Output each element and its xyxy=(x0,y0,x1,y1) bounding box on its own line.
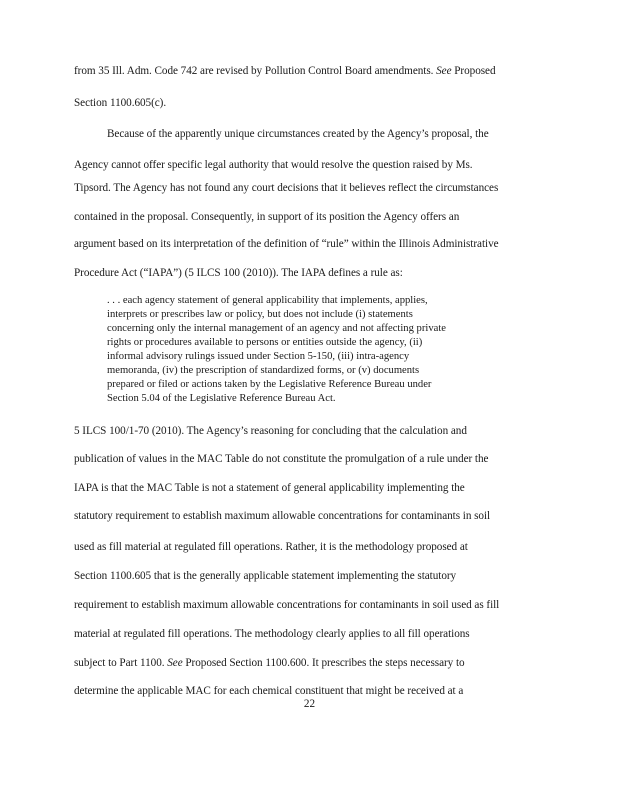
body-line-15: requirement to establish maximum allowable concentrations for contaminants in soil used as fill xyxy=(74,599,500,611)
text-run: Proposed Section 1100.600. It prescribes the steps necessary to xyxy=(182,657,465,669)
quote-line: interprets or prescribes law or policy, but does not include (i) statements xyxy=(107,309,413,320)
quote-line: Section 5.04 of the Legislative Reference Bureau Act. xyxy=(107,393,336,404)
text-run: from 35 Ill. Adm. Code 742 are revised by Pollution Control Board amendments. xyxy=(74,65,437,77)
body-line-11: IAPA is that the MAC Table is not a statement of general applicability implementing the xyxy=(74,482,465,494)
text-run: subject to Part 1100. xyxy=(74,657,168,669)
body-line-12: statutory requirement to establish maximum allowable concentrations for contaminants in soil xyxy=(74,510,491,522)
page-number: 22 xyxy=(303,698,316,710)
body-line-13: used as fill material at regulated fill operations. Rather, it is the methodology proposed at xyxy=(74,541,468,553)
quote-line: prepared or filed or actions taken by the Legislative Reference Bureau under xyxy=(107,379,432,390)
body-line-4: Agency cannot offer specific legal authority that would resolve the question raised by Ms. xyxy=(74,159,473,171)
italic-citation-signal: See xyxy=(436,65,452,77)
quote-line: rights or procedures available to persons or entities outside the agency, (ii) xyxy=(107,337,423,348)
text-run: Proposed xyxy=(451,65,496,77)
body-line-8: Procedure Act (“IAPA”) (5 ILCS 100 (2010)). The IAPA defines a rule as: xyxy=(74,267,403,279)
body-line-16: material at regulated fill operations. The methodology clearly applies to all fill operations xyxy=(74,628,470,640)
body-line-1 xyxy=(74,64,496,78)
italic-citation-signal: See xyxy=(167,657,183,669)
body-line-5: Tipsord. The Agency has not found any court decisions that it believes reflect the circumstances xyxy=(74,182,499,194)
body-line-6: contained in the proposal. Consequently, in support of its position the Agency offers an xyxy=(74,211,460,223)
quote-line: informal advisory rulings issued under Section 5-150, (iii) intra-agency xyxy=(107,351,410,362)
body-line-10: publication of values in the MAC Table do not constitute the promulgation of a rule under the xyxy=(74,453,489,465)
body-line-18: determine the applicable MAC for each chemical constituent that might be received at a xyxy=(74,685,464,697)
quote-line: memoranda, (iv) the prescription of standardized forms, or (v) documents xyxy=(107,365,420,376)
body-line-17 xyxy=(74,656,465,670)
body-line-3: Because of the apparently unique circumstances created by the Agency’s proposal, the xyxy=(107,128,489,140)
body-line-2: Section 1100.605(c). xyxy=(74,97,167,109)
body-line-7: argument based on its interpretation of the definition of “rule” within the Illinois Administrative xyxy=(74,238,499,250)
quote-line: concerning only the internal management of an agency and not affecting private xyxy=(107,323,446,334)
body-line-14: Section 1100.605 that is the generally applicable statement implementing the statutory xyxy=(74,570,457,582)
quote-line: . . . each agency statement of general applicability that implements, applies, xyxy=(107,295,428,306)
body-line-9: 5 ILCS 100/1-70 (2010). The Agency’s reasoning for concluding that the calculation and xyxy=(74,425,467,437)
